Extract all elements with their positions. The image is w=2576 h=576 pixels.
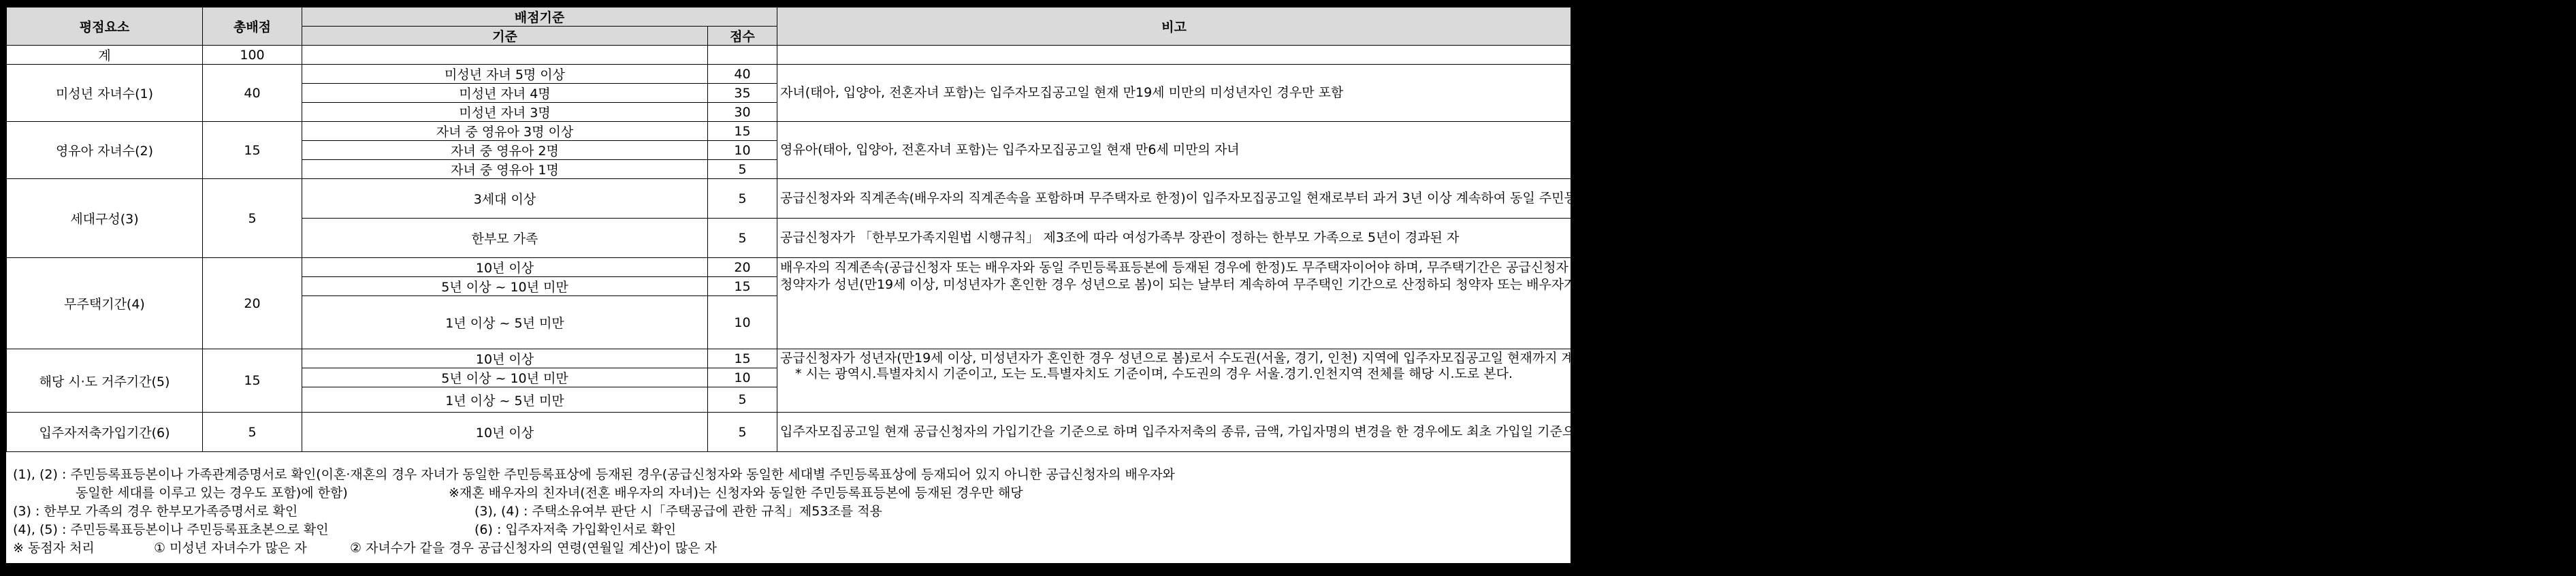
remarks-residence-a: 공급신청자가 성년자(만19세 이상, 미성년자가 혼인한 경우 성년으로 봄)로서 수도권(서울, 경기, 인천) 지역에 입주자모집공고일 현재까지 계속하여 거주한 기간을 산정 [780, 351, 1724, 366]
footnote-3-4: (3), (4) : 주택소유여부 판단 시「주택공급에 관한 규칙」제53조를 적용 [474, 504, 882, 519]
header-score: 점수 [708, 27, 777, 46]
score-cell: 15 [708, 349, 777, 368]
score-cell: 15 [708, 122, 777, 141]
criteria-cell: 10년 이상 [302, 349, 708, 368]
footnote-3: (3) : 한부모 가족의 경우 한부모가족증명서로 확인 [13, 504, 298, 519]
factor-homeless-period: 무주택기간(4) [7, 258, 203, 349]
remarks-single-parent: 공급신청자가 「한부모가족지원법 시행규칙」 제3조에 따라 여성가족부 장관이 정하는 한부모 가족으로 5년이 경과된 자 [777, 219, 1571, 258]
criteria-cell: 3세대 이상 [302, 179, 708, 219]
criteria-cell: 10년 이상 [302, 258, 708, 277]
tie-break-rule-1: ① 미성년 자녀수가 많은 자 [154, 541, 307, 556]
score-cell: 5 [708, 219, 777, 258]
footnote-1-2-cont: 동일한 세대를 이루고 있는 경우도 포함)에 한함) [76, 485, 348, 500]
score-cell: 10 [708, 296, 777, 349]
remarks-residence-b: * 시는 광역시.특별자치시 기준이고, 도는 도.특별자치도 기준이며, 수도권의 경우 서울.경기.인천지역 전체를 해당 시.도로 본다. [795, 366, 1513, 381]
header-factor: 평점요소 [7, 7, 203, 46]
footnote-line-1 [13, 466, 1564, 484]
score-cell: 5 [708, 387, 777, 413]
footnotes [6, 463, 1571, 563]
factor-infant-children: 영유아 자녀수(2) [7, 122, 203, 179]
criteria-cell: 미성년 자녀 5명 이상 [302, 65, 708, 84]
total-score-empty [708, 46, 777, 65]
score-cell: 30 [708, 103, 777, 122]
header-criteria-group: 배점기준 [302, 7, 777, 27]
factor-household: 세대구성(3) [7, 179, 203, 258]
criteria-cell: 1년 이상 ~ 5년 미만 [302, 387, 708, 413]
criteria-cell: 1년 이상 ~ 5년 미만 [302, 296, 708, 349]
total-homeless-period: 20 [203, 258, 302, 349]
score-cell: 15 [708, 277, 777, 296]
footnote-line-4 [13, 521, 1564, 539]
remarks-homeless-period [777, 258, 2576, 349]
scoring-sheet [6, 7, 2576, 563]
scoring-table [6, 7, 2576, 452]
remarks-homeless-a: 배우자의 직계존속(공급신청자 또는 배우자와 동일 주민등록표등본에 등재된 경우에 한정)도 무주택자이어야 하며, 무주택기간은 공급신청자 및 배우자의 무주택기간을 산정 [780, 260, 1748, 275]
total-infant-children: 15 [203, 122, 302, 179]
tie-break-rule-2: ② 자녀수가 같을 경우 공급신청자의 연령(연월일 계산)이 많은 자 [350, 541, 718, 556]
criteria-cell: 미성년 자녀 3명 [302, 103, 708, 122]
score-cell: 10 [708, 368, 777, 387]
total-household: 5 [203, 179, 302, 258]
factor-minor-children: 미성년 자녀수(1) [7, 65, 203, 122]
score-cell: 5 [708, 413, 777, 452]
criteria-cell: 미성년 자녀 4명 [302, 84, 708, 103]
score-cell: 35 [708, 84, 777, 103]
criteria-cell: 자녀 중 영유아 3명 이상 [302, 122, 708, 141]
criteria-cell: 5년 이상 ~ 10년 미만 [302, 368, 708, 387]
footnote-line-5 [13, 539, 1564, 558]
score-cell: 10 [708, 141, 777, 160]
score-cell: 40 [708, 65, 777, 84]
total-criteria-empty [302, 46, 708, 65]
footnote-line-3 [13, 502, 1564, 521]
header-remarks: 비고 [777, 7, 1571, 46]
total-residence-period: 15 [203, 349, 302, 413]
remarks-three-generation: 공급신청자와 직계존속(배우자의 직계존속을 포함하며 무주택자로 한정)이 입주자모집공고일 현재로부터 과거 3년 이상 계속하여 동일 주민등록표 등본에 등재 [777, 179, 1571, 219]
footnote-6: (6) : 입주자저축 가입확인서로 확인 [474, 522, 677, 537]
header-total: 총배점 [203, 7, 302, 46]
footnote-1-2: (1), (2) : 주민등록표등본이나 가족관계증명서로 확인(이혼·재혼의 경우 자녀가 동일한 주민등록표상에 등재된 경우(공급신청자와 동일한 세대별 주민등록표상에 등재되어 있지 아니한 공급신청자의 배우자와 [13, 467, 1175, 482]
score-cell: 5 [708, 179, 777, 219]
footnote-line-2 [13, 484, 1564, 502]
remarks-homeless-b: 청약자가 성년(만19세 이상, 미성년자가 혼인한 경우 성년으로 봄)이 되는 날부터 계속하여 무주택인 기간으로 산정하되 청약자 또는 배우자가 주택을 소유한 사실이 있는 경우에는 그 주택을 처분한 후 무주택자가 된 날(2회 이상 주택을 소유한 사실이 있는 경우에는 최근에 무주택자가 된 날을 말함)부터 무주택 기간 산정 [780, 277, 2576, 292]
criteria-cell: 5년 이상 ~ 10년 미만 [302, 277, 708, 296]
criteria-cell: 자녀 중 영유아 1명 [302, 160, 708, 179]
tie-break-label: ※ 동점자 처리 [13, 541, 95, 556]
factor-residence-period: 해당 시·도 거주기간(5) [7, 349, 203, 413]
total-minor-children: 40 [203, 65, 302, 122]
criteria-cell: 10년 이상 [302, 413, 708, 452]
footnote-4-5: (4), (5) : 주민등록표등본이나 주민등록표초본으로 확인 [13, 522, 329, 537]
remarks-infant-children: 영유아(태아, 입양아, 전혼자녀 포함)는 입주자모집공고일 현재 만6세 미만의 자녀 [777, 122, 1571, 179]
total-value: 100 [203, 46, 302, 65]
score-cell: 20 [708, 258, 777, 277]
score-cell: 5 [708, 160, 777, 179]
total-savings-period: 5 [203, 413, 302, 452]
total-label: 계 [7, 46, 203, 65]
factor-savings-period: 입주자저축가입기간(6) [7, 413, 203, 452]
remarks-savings-period: 입주자모집공고일 현재 공급신청자의 가입기간을 기준으로 하며 입주자저축의 종류, 금액, 가입자명의 변경을 한 경우에도 최초 가입일 기준으로 산정 [777, 413, 1571, 452]
header-criteria: 기준 [302, 27, 708, 46]
remarks-minor-children: 자녀(태아, 입양아, 전혼자녀 포함)는 입주자모집공고일 현재 만19세 미만의 미성년자인 경우만 포함 [777, 65, 1571, 122]
criteria-cell: 자녀 중 영유아 2명 [302, 141, 708, 160]
total-remarks-empty [777, 46, 1571, 65]
footnote-remarriage: ※재혼 배우자의 친자녀(전혼 배우자의 자녀)는 신청자와 동일한 주민등록표등본에 등재된 경우만 해당 [449, 485, 1023, 500]
remarks-residence-period [777, 349, 1724, 413]
criteria-cell: 한부모 가족 [302, 219, 708, 258]
